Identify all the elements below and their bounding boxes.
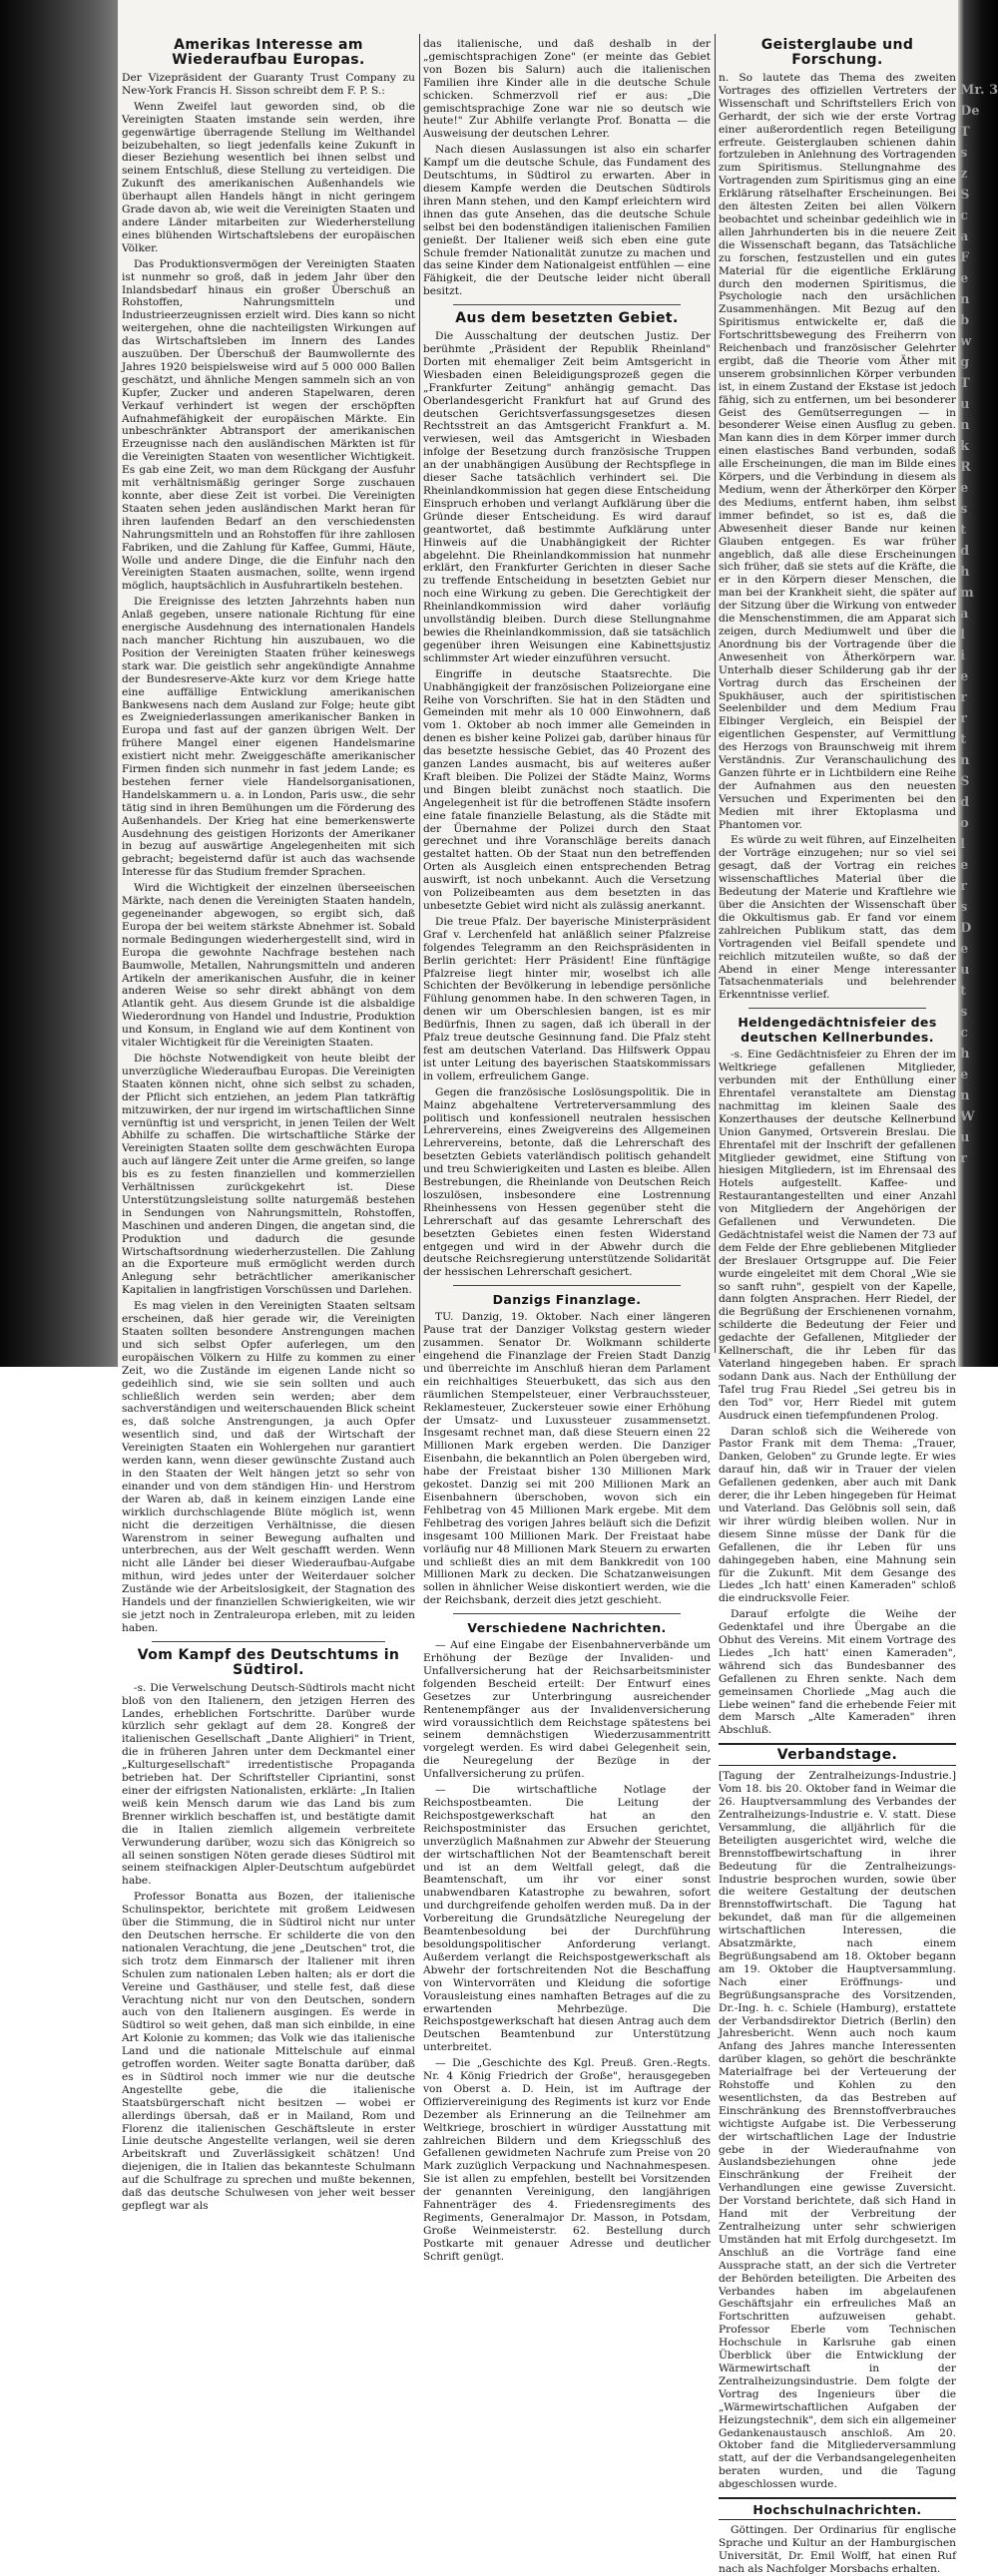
ghost-glyph: s xyxy=(960,502,968,517)
ghost-glyph: z xyxy=(960,167,968,182)
ghost-glyph: i xyxy=(960,648,965,663)
ghost-glyph: e xyxy=(960,942,969,957)
ghost-glyph: g xyxy=(960,355,970,370)
ghost-glyph: R xyxy=(960,460,971,475)
paragraph: — Die „Geschichte des Kgl. Preuß. Gren.-Regts. Nr. 4 König Friedrich der Große", herausgegeben von Oberst a. D. Hein, ist im Auftrage der Offiziervereinigung des Regiments ist kurz vor Ende Dezember als Erinnerung an die Teilnehmer am Weltkriege, broschiert in würdiger Ausstattung mit zahlreichen Bildern und dem Kriegsschluß des Gefallenen gewidmeten Nachrufe zum Preise von 20 Mark zuzüglich Verpackung und Nachnahmespesen. Sie ist allen zu empfehlen, bestellt bei Vorsitzenden der genannten Vereinigung, den langjährigen Fahnenträger des 4. Friedensregiments des Regiments, Generalmajor Dr. Masson, in Potsdam, Große Weinmeisterstr. 62. Bestellung durch Postkarte mit genauer Adresse und deutlicher Schrift genügt. xyxy=(423,2057,711,2263)
paragraph: Nach diesen Auslassungen ist also ein scharfer Kampf um die deutsche Schule, das Fundament des Deutschtums, in Südtirol zu erwarten. Aber in diesem Kampfe werden die Deutschen Südtirols ihren Mann stehen, und den Kampf erleichtern wird ihnen das gute Ansehen, das die deutsche Schule selbst bei den bodenständigen italienischen Familien genießt. Der Italiener weiß sich eben eine gute Schule fremder Nationalität zunutze zu machen und das seine Kinder dem Nationalgeist entfühlen — eine Fähigkeit, die der Deutsche leider nicht überall besitzt. xyxy=(423,144,711,298)
divider xyxy=(453,1285,681,1286)
column-rule xyxy=(419,34,420,1353)
ghost-glyph: d xyxy=(960,795,970,810)
ghost-glyph: m xyxy=(960,586,974,601)
column-rule xyxy=(715,34,716,1353)
ghost-glyph: D xyxy=(960,921,972,936)
divider xyxy=(453,1613,681,1614)
ghost-glyph: r xyxy=(960,1151,967,1166)
ghost-glyph: r xyxy=(960,879,967,894)
paragraph: -s. Die Verwelschung Deutsch-Südtirols macht nicht bloß von den Italienern, den jetzigen Herren des Landes, erheblichen Fortschritte. Darüber wurde kürzlich sehr geklagt auf dem 28. Kongreß der italienischen Gesellschaft „Dante Alighieri" in Trient, die in früheren Jahren unter dem Deckmantel einer „Kulturgesellschaft" irredentistische Propaganda betrieben hat. Der Schriftsteller Cipriantini, sonst einer der eifrigsten Nationalisten, erklärte: „In Italien weiß kein Mensch darum wie das Land bis zum Brenner wirklich beschaffen ist, und bestätigte damit die in Italien ziemlich allgemein verbreitete Verwunderung darüber, wozu sich das Königreich so all seinen sonstigen Nöten gerade dieses Südtirol mit seinem steifnackigen Alpler-Deutschtum aufgebürdet habe. xyxy=(122,1681,415,1888)
divider xyxy=(453,304,681,305)
paragraph: [Tagung der Zentralheizungs-Industrie.] Vom 18. bis 20. Oktober fand in Weimar die 26. Hauptversammlung des Verbandes der Zentralheizungs-Industrie e. V. statt. Diese Versammlung, die alljährlich für die Beteiligten ausgerichtet wird, welche die Brennstoffbewirtschaftung in ihrer Bedeutung für die Zentralheizungs-Industrie besprochen wurden, sowie über die weitere Gestaltung der deutschen Brennstoffwirtschaft. Die Tagung hat bekundet, daß man für die allgemeinen wirtschaftlichen Interessen, die Absatzmärkte, nach einem Begrüßungsabend am 18. Oktober begann am 19. Oktober die Hauptversammlung. Nach einer Eröffnungs- und Begrüßungsansprache des Vorsitzenden, Dr.-Ing. h. c. Schiele (Hamburg), erstattete der Verbandsdirektor Dietrich (Berlin) den Jahresbericht. Wenn auch noch kaum Anfang des Jahres manche Interessenten darüber klagen, so gehört die beschränkte Materialfrage bei der Verteuerung der Rohstoffe und Kohlen zu den wesentlichsten, da das Bestreben auf Einschränkung des Brennstoffverbrauches wichtigste Aufgabe ist. Die Verbesserung der wirtschaftlichen Lage der Industrie gebe in der Wiederaufnahme von Auslandsbeziehungen ohne jede Einschränkung der Freiheit der Verhandlungen eine gewisse Zuversicht. Der Vorstand berichtete, daß sich Hand in Hand mit der Verbreitung der Zentralheizung unter sehr schwierigen Umständen hat mit Erfolg durchgesetzt. Im Anschluß an die Vorträge fand eine Aussprache statt, an der sich die Vertreter der Behörden beteiligten. Die Arbeiten des Verbandes haben im abgelaufenen Geschäftsjahr ein erfreuliches Maß an Fortschritten aufzuweisen gehabt. Professor Eberle vom Technischen Hochschule in Karlsruhe gab einen Überblick über die Entwicklung der Wärmewirtschaft in der Zentralheizungsindustrie. Dem folgte der Vortrag des Ingenieurs über die „Wärmewirtschaftlichen Aufgaben der Heizungstechnik", dem sich ein allgemeiner Gedankenaustausch anschloß. Am 20. Oktober fand die Mitgliederversammlung statt, auf der die Verbandsangelegenheiten beraten wurden, und die Tagung abgeschlossen wurde. xyxy=(719,1770,956,2491)
headline: Aus dem besetzten Gebiet. xyxy=(455,310,679,327)
ghost-glyph: s xyxy=(960,1005,968,1020)
ghost-glyph: S xyxy=(960,774,970,789)
paragraph: Die treue Pfalz. Der bayerische Ministerpräsident Graf v. Lerchenfeld hat anläßlich seiner Pfalzreise folgendes Telegramm an den Reichspräsidenten in Berlin gerichtet: Herr Präsident! Eine fünftägige Pfalzreise liegt hinter mir, woselbst ich alle Schichten der Bevölkerung in lebendige persönliche Fühlung genommen habe. In den schweren Tagen, in denen wir um Oberschlesien bangen, ist es mir Bedürfnis, Ihnen zu sagen, daß ich überall in der Pfalz treue deutsche Gesinnung fand. Die Pfalz steht fest am deutschen Vaterland. Das Hilfswerk Oppau ist unter Leitung des bayerischen Staatskommissars in vollem, erfreulichem Gange. xyxy=(423,915,711,1082)
ghost-glyph: s xyxy=(960,146,968,161)
article-suedtirol-continued xyxy=(423,38,711,298)
paragraph: n. So lautete das Thema des zweiten Vortrages des offiziellen Vertreters der Wissenschaft und Schriftstellers Erich von Gerhardt, der sich wie der erste Vortrag einer außerordentlich regen Beteiligung erfreute. Geisterglauben schienen dahin fortzuleben in Anlehnung des Vortragenden zum Spiritismus. Stellungnahme des Vortragenden zum Spiritismus ging an eine Erklärung rätselhafter Erscheinungen. Bei den ältesten Zeiten bei allen Völkern beobachtet und scheinbar gedeihlich wie in allen Jahrhunderten bis in die neuere Zeit die Wissenschaft begann, das Tatsächliche zu forschen, festzustellen und ein gutes Material für die eigentliche Erklärung durch den modernen Spiritismus, die Psychologie nach den ursächlichen Zusammenhängen. Mit Bezug auf den Spiritismus entwickelte er, daß die Fortschrittsbewegung des Freiherrn von Reichenbach und französischer Gelehrter ergibt, daß die Theorie vom Äther mit unserem grobsinnlichen Körper verbunden ist, in einem Zustand der Ekstase ist jedoch fähig, sich zu entfernen, um bei besonderer Geist des Gemütserregungen — in besonderer Weise einen Ausflug zu geben. Man kann dies in dem Körper immer durch einen elastisches Band verbunden, sodaß alle Erscheinungen, die man im Bilde eines Körpers, und die Verbindung in diesem als Medium, wenn der Ätherkörper den Körper des Mediums, entfernt haben, ihm selbst immer befindet, so ist es, daß die Abwesenheit dieser Bande nur keinen Glauben entgegen. Es war früher angeblich, daß alle diese Erscheinungen sich früher, daß sie stets auf die Kräfte, die er in den Körpern dieser Menschen, die man bei der Krankheit sieht, die später auf der Sitzung über die Wirkung von entweder die Menschenstimmen, die am Apparat sich zeigen, durch Mediumwelt und über die Anordnung bis der Vortragende über die Anwesenheit von Ätherkörpern war. Unterhalb dieser Schilderung gab ihr der Vortrag durch das Erscheinen der Spukhäuser, auch der spiritistischen Seelenbilder und dem Medium Frau Elbinger Vergleich, ein Beispiel der eigentlichen Gespenster, auf Vermittlung des Herzogs von Braunschweig mit ihrem Verständnis. Zur Veranschaulichung des Ganzen führte er in Lichtbildern eine Reihe der Aufnahmen aus den neuesten Versuchen und Experimenten bei den Medien mit ihrer Ektoplasma und Phantomen vor. xyxy=(719,72,956,831)
ghost-glyph: a xyxy=(960,229,969,244)
paragraph: Gegen die französische Loslösungspolitik. Die in Mainz abgehaltene Vertreterversammlung des politisch und konfessionell neutralen hessischen Lehrervereins, eines Zweigvereins des Allgemeinen Lehrervereins, betonte, daß die Lehrerschaft des besetzten Gebiets vaterländisch politisch gehandelt und treu Schwierigkeiten und Lasten es bleibe. Allen Bestrebungen, die Rheinlande von Deutschen Reich loszulösen, insbesondere eine Lostrennung Rheinhessens von Hessen gegenüber steht die Lehrerschaft auf das gesamte Lehrerschaft des besetzten Gebietes einen festen Widerstand entgegen und wird in der Abwehr durch die deutsche Reichsregierung unterstützende Solidarität der hessischen Lehrerschaft gesichert. xyxy=(423,1085,711,1279)
ghost-glyph: r xyxy=(960,690,967,705)
ghost-glyph: s xyxy=(960,900,968,915)
adjacent-page-bleed xyxy=(960,80,998,1169)
ghost-glyph: u xyxy=(960,963,970,978)
article-verbandstage xyxy=(719,1743,956,2491)
ghost-glyph: u xyxy=(960,397,970,412)
paragraph: Daran schloß sich die Weiherede von Pastor Frank mit dem Thema: „Trauer, Danken, Geloben" zu Grunde legte. Er wies darauf hin, daß wir in Trauer der vielen Gefallenen gedenken, aber auch mit Dank derer, die ihr Leben hingegeben für Heimat und Vaterland. Das Gelöbnis soll sein, daß wir ihrer würdig bleiben wollen. Nur in diesem Sinne müsse der Dank für die Gefallenen, die ihr Leben für uns dahingegeben haben, eine Mahnung sein für die Zukunft. Mit dem Gesange des Liedes „Ich hatt' einen Kameraden" schloß die eindrucksvolle Feier. xyxy=(719,1425,956,1605)
paragraph: Es würde zu weit führen, auf Einzelheiten der Vorträge einzugehen; nur so viel sei gesagt, daß der Vortrag ein reiches wissenschaftliches Material über die Bedeutung der Materie und Kraftlehre wie über die Ansichten der Wissenschaft über die Okkultismus gab. Er fand vor einem zahlreichen Publikum statt, das dem Vortragenden viel Beifall spendete und reichlich mitzuteilen wußte, so daß der Abend in einer Menge interessanter Tatsachenmaterials und belehrender Erkenntnisse verlief. xyxy=(719,834,956,1002)
ghost-glyph: d xyxy=(960,544,970,559)
ghost-glyph: e xyxy=(960,1068,969,1082)
headline: Danzigs Finanzlage. xyxy=(492,1292,642,1308)
ghost-glyph: e xyxy=(960,858,969,873)
paragraph: Eingriffe in deutsche Staatsrechte. Die Unabhängigkeit der französischen Polizeiorgane eine Reihe von Vorschriften. Sie hat in den Städten und Gemeinden mit mehr als 10 000 Einwohnern, daß vom 1. Oktober ab noch immer alle Gemeinden in denen es bisher keine Polizei gab, darüber hinaus für das besetzte hessische Gebiet, das 40 Prozent des ganzen Landes ausmacht, bis auf weiteres außer Kraft bleiben. Die Polizei der Städte Mainz, Worms und Bingen bleibt zunächst noch staatlich. Die Angelegenheit ist für die betroffenen Städte insofern eine fatale finanzielle Belastung, als die Städte mit der Übernahme der Polizei durch den Staat gerechnet und ihre Voranschläge bereits danach gestaltet hatten. Ob der Staat nun den betreffenden Orten als Ausgleich einen entsprechenden Betrag auswirft, ist noch unbekannt. Auch die Versetzung von Polizeibeamten aus dem besetzten in das unbesetzte Gebiet wird nicht als zulässig anerkannt. xyxy=(423,667,711,912)
paragraph: Wird die Wichtigkeit der einzelnen überseeischen Märkte, nach denen die Vereinigten Staaten handeln, gegeneinander abgewogen, so ergibt sich, daß Europa der bei weitem stärkste Abnehmer ist. Sobald normale Bedingungen wiederhergestellt sind, wird in Europa die gewohnte Nachfrage bestehen nach Baumwolle, Metallen, Nahrungsmitteln und anderen Artikeln der amerikanischen Ausfuhr, die in keiner anderen Weise so sehr direkt abhängt von dem Atlantik geht. Aus diesem Grunde ist die alsbaldige Wiederordnung von Handel und Industrie, Produktion und Konsum, in England wie auf dem Kontinent von vitaler Wichtigkeit für die Vereinigten Staaten. xyxy=(122,882,415,1050)
headline: Verschiedene Nachrichten. xyxy=(467,1620,667,1636)
ghost-glyph: l xyxy=(960,837,965,852)
article-amerika xyxy=(122,38,415,1635)
article-verschiedene xyxy=(423,1620,711,2264)
ghost-glyph: t xyxy=(960,984,967,999)
headline: Amerikas Interesse am Wiederaufbau Europas. xyxy=(172,37,365,68)
ghost-glyph: e xyxy=(960,481,969,496)
paragraph: Die Ereignisse des letzten Jahrzehnts haben nun Anlaß gegeben, unsere nationale Richtung für eine energische Ausdehnung des internationalen Handels nach mancher Richtung hin auszubauen, wo die Position der Vereinigten Staaten früher keineswegs stark war. Die geistlich sehr angekündigte Annahme der Bundesreserve-Akte kurz vor dem Kriege hatte eine auffällige Entwicklung amerikanischen Bankwesens nach dem Ausland zur Folge; heute gibt es Zweigniederlassungen amerikanischer Banken in Europa und fast auf der ganzen übrigen Welt. Der frühere Mangel einer eigenen Handelsmarine existiert nicht mehr. Zweiggeschäfte amerikanischer Firmen finden sich nunmehr in fast jedem Lande; es bestehen ferner viele Handelsorganisationen, Handelskammern u. a. in London, Paris usw., die sehr tätig sind in ihren Bemühungen um die Förderung des Außenhandels. Der Krieg hat eine bemerkenswerte Ausdehnung des geistigen Horizonts der Amerikaner in bezug auf auswärtige Angelegenheiten mit sich gebracht; begeisternd dafür ist auch das wachsende Interesse für das Studium fremder Sprachen. xyxy=(122,596,415,879)
paragraph: Darauf erfolgte die Weihe der Gedenktafel und ihre Übergabe an die Obhut des Vereins. Mit einem Vortrage des Liedes „Ich hatt' einen Kameraden", während sich das Bundesbanner des Gefallenen zu Ehren senkte. Nach dem gemeinsamen Chorliede „Mag auch die Liebe weinen" fand die erhebende Feier mit dem Marsch „Alte Kameraden" ihren Abschluß. xyxy=(719,1608,956,1737)
ghost-glyph: a xyxy=(960,607,969,622)
headline: Verbandstage. xyxy=(719,1743,956,1766)
article-besetzt xyxy=(423,311,711,1279)
ghost-glyph: o xyxy=(960,816,969,831)
paragraph: Das Produktionsvermögen der Vereinigten Staaten ist nunmehr so groß, daß in jedem Jahr über den Inlandsbedarf hinaus ein großer Überschuß an Rohstoffen, Nahrungsmitteln und Industrieerzeugnissen erzielt wird. Dies kann so nicht weitergehen, ohne die nachteiligsten Wirkungen auf das Wirtschaftsleben im Innern des Landes auszuüben. Der Überschuß der Baumwollernte des Jahres 1920 beispielsweise wird auf 5 000 000 Ballen geschätzt, und ähnliche Mengen sammeln sich an von Kupfer, Zucker und anderen Stapelwaren, deren Verkauf verhindert ist wegen der erschöpften Aufnahmefähigkeit der europäischen Märkte. Ein unbeschränkter Abtransport der amerikanischen Erzeugnisse nach den ausländischen Märkten ist für die Vereinigten Staaten von wesentlicher Wichtigkeit. Es gab eine Zeit, wo man dem Rückgang der Ausfuhr mit verhältnismäßig geringer Sorge zuschauen konnte, aber diese Zeit ist vorbei. Die Vereinigten Staaten sehen jeden ausländischen Markt heran für ihren laufenden Bedarf an den verschiedensten Nahrungsmitteln und an Rohstoffen für ihre zahllosen Fabriken, und die Zahlung für Kaffee, Gummi, Häute, Wolle und andere Dinge, die die Einfuhr nach den Vereinigten Staaten ausmachen, sollte, wenn irgend möglich, hauptsächlich in Ausfuhrartikeln bestehen. xyxy=(122,257,415,593)
ghost-glyph: T xyxy=(960,376,970,391)
article-geisterglaube xyxy=(719,38,956,1002)
paragraph: -s. Eine Gedächtnisfeier zu Ehren der im Weltkriege gefallenen Mitglieder, verbunden mit der Enthüllung einer Ehrentafel veranstaltete am Dienstag nachmittag im kleinen Saale des Konzerthauses der deutsche Kellnerbund Union Ganymed, Ortsverein Breslau. Die Ehrentafel mit der Inschrift der gefallenen Mitglieder gewidmet, eine Stiftung von hiesigen Mitgliedern, ist im Ehrensaal des Hotels aufgestellt. Kaffee- und Restaurantangestellten und einer Anzahl von Mitgliedern der Angehörigen der Gefallenen und Verwundeten. Die Gedächtnistafel weist die Namen der 73 auf dem Felde der Ehre gebliebenen Mitglieder der Breslauer Ortsgruppe auf. Die Feier wurde eingeleitet mit dem Choral „Wie sie so sanft ruhn", gespielt von der Kapelle, dann folgten Ansprachen. Herr Riedel, der die Begrüßung der Erschienenen vornahm, schilderte die Bedeutung der Feier und gedachte der Gefallenen, Mitglieder der Kellnerschaft, die ihr Leben für das Vaterland hingegeben haben. Er sprach sodann Dank aus. Nach der Enthüllung der Tafel trug Frau Riedel „Sei getreu bis in den Tod" vor, Herr Riedel mit gutem Ausdruck einen tiefempfundenen Prolog. xyxy=(719,1049,956,1422)
paragraph: Die Ausschaltung der deutschen Justiz. Der berühmte „Präsident der Republik Rheinland" Dorten mit ehemaliger Zeit beim Amtsgericht in Wiesbaden einen Beleidigungsprozeß gegen die „Frankfurter Zeitung" anhängig gemacht. Das Oberlandesgericht Frankfurt hat auf Grund des deutschen Gerichtsverfassungsgesetzes diesen Rechtsstreit an das Amtsgericht Frankfurt a. M. verwiesen, weil das Amtsgericht in Wiesbaden infolge der Besetzung durch französische Truppen an der unabhängigen Ausübung der Rechtspflege in dieser Sache tatsächlich verhindert sei. Die Rheinlandkommission hat gegen diese Entscheidung Einspruch erhoben und verlangt Aufklärung über die Gründe dieser Entscheidung. Es wird darauf geantwortet, daß bestimmte Aufklärung unter Hinweis auf die Unabhängigkeit der Richter abgelehnt. Die Rheinlandkommission hat nunmehr erklärt, den Frankfurter Gerichten in dieser Sache zu treffende Entscheidung in besetzten Gebiet nur noch eine Wirkung zu geben. Die Gerechtigkeit der Rheinlandkommission wird daher vorläufig unvollständig bleiben. Durch diese Stellungnahme bewies die Rheinlandkommission, daß sie tatsächlich gegenüber ihren Weisungen eine Kabinettsjustiz schlimmster Art wieder einzuführen versucht. xyxy=(423,330,711,664)
ghost-glyph: De xyxy=(960,104,980,119)
article-hochschul xyxy=(719,2497,956,2576)
ghost-glyph: S xyxy=(960,188,970,203)
ghost-glyph: e xyxy=(960,669,969,684)
ghost-glyph: h xyxy=(960,565,970,580)
paragraph: Die höchste Notwendigkeit von heute bleibt der unverzügliche Wiederaufbau Europas. Die Vereinigten Staaten können nicht, ohne sich selbst zu schaden, der Pflicht sich entziehen, an jedem Plan tatkräftig mitzuwirken, der nur irgend im wirtschaftlichen Sinne vernünftig ist und verspricht, in jenen Teilen der Welt Abhilfe zu schaffen. Die wirtschaftliche Stärke der Vereinigten Staaten sollte dem geschwächten Europa auch auf längere Zeit unter die Arme greifen, so lange bis es zu festen finanziellen und kommerziellen Verhältnissen zurückgekehrt ist. Diese Unterstützungsleistung sollte naturgemäß bestehen in Sendungen von Nahrungsmitteln, Rohstoffen, Maschinen und anderen Dingen, die angetan sind, die Produktion und dadurch die gesunde Wirtschaftsordnung wiederherzustellen. Die Zahlung an die Exporteure muß ermöglicht werden durch Anlegung sehr beträchtlicher amerikanischer Kapitalien in langfristigen Vorschüssen und Darlehen. xyxy=(122,1052,415,1297)
ghost-glyph: T xyxy=(960,125,970,140)
paragraph: Professor Bonatta aus Bozen, der italienische Schulinspektor, berichtete mit großem Leidwesen über die Stimmung, die in Südtirol nicht nur unter den Deutschen herrsche. Er schilderte die von den nationalen Verachtung, die jene „Deutschen" trot, die sich trotz dem Einmarsch der Italiener mit ihren Schulen zum nationalen Leben halten; als er dort die Vereine und Gasthäuser, und stelle fest, daß diese Verachtung nicht nur von den Deutschen, sondern auch von den Italienern ausgingen. Es werde in Südtirol so weit gehen, daß man sich einbilde, in eine Art Kolonie zu kommen; das Volk wie das italienische Land und die nationale Mittelschule auf einmal getroffen worden. Weiter sagte Bonatta darüber, daß es in Südtirol noch immer wie nur die deutsche Angestellte gebe, die die italienische Staatsbürgerschaft nicht besitzen — wobei er allerdings übersah, daß er in Mailand, Rom und Florenz die italienischen Geschäftsleute in erster Linie deutsche Angestellte verlangen, weil sie deren Arbeitskraft und Zuverlässigkeit schätzen! Und diejenigen, die in Italien das bekannteste Schulmann auf die Schulfrage zu sprechen und mußte bekennen, daß das deutsche Schulwesen von jeher weit besser gepflegt war als xyxy=(122,1891,415,2212)
ghost-glyph: b xyxy=(960,313,970,328)
headline: Vom Kampf des Deutschtums in Südtirol. xyxy=(137,1646,400,1678)
scan-right-edge xyxy=(958,0,998,1367)
headline: Hochschulnachrichten. xyxy=(719,2497,956,2520)
ghost-glyph: t xyxy=(960,732,967,747)
paragraph: das italienische, und daß deshalb in der „gemischtsprachigen Zone" (er meinte das Gebiet von Bozen bis Salurn) auch die italienischen Familien ihre Kinder alle in die deutsche Schule schicken. Schmerzvoll rief er aus: „Die gemischtsprachige Zone war nie so deutsch wie heute!" Zur Abhilfe verlangte Prof. Bonatta — die Ausweisung der deutschen Lehrer. xyxy=(423,38,711,141)
article-suedtirol xyxy=(122,1648,415,2213)
paragraph: Es mag vielen in den Vereinigten Staaten seltsam erscheinen, daß hier gerade wir, die Vereinigten Staaten sollten besondere Anstrengungen machen und sich selbst Opfer auferlegen, um den europäischen Völkern zu Hilfe zu kommen zu einer Zeit, wo die Zustände im eigenen Lande nicht so gedeihlich sind, wie sie sein sollten und auch schließlich werden sein werden; aber dem sachverständigen und weiterschauenden Blick scheint es, daß solche Anstrengungen, ja auch Opfer wesentlich sind, und daß der Wirtschaft der Vereinigten Staaten ein Wohlergehen nur garantiert werden kann, wenn dieser gewünschte Zustand auch in den Staaten der Welt hängen jetzt so sehr von einander und von dem ständigen Hin- und Herstrom der Waren ab, daß in keinem einzigen Lande eine wirklich durchschlagende Blüte möglich ist, wenn nicht die derzeitigen Verhältnisse, die diesen Warenstrom in seiner Bewegung aufhalten und unterbrechen, aus der Welt geschafft werden. Wenn nicht alle Länder bei dieser Wiederaufbau-Aufgabe mithun, wird jedes unter der Weiterdauer solcher Zustände wie der Arbeitslosigkeit, der Stagnation des Handels und der finanziellen Schwierigkeiten, wie wir sie jetzt noch in Zentraleuropa erleben, mit zu leiden haben. xyxy=(122,1300,415,1634)
column-right xyxy=(719,34,956,2575)
ghost-glyph: u xyxy=(960,1130,970,1145)
paragraph: — Auf eine Eingabe der Eisenbahnerverbände um Erhöhung der Bezüge der Invaliden- und Unfallversicherung hat der Reichsarbeitsminister folgenden Bescheid erteilt: Der Entwurf eines Gesetzes zur Unterbringung ausreichender Rentenempfänger aus der Invalidenversicherung wird voraussichtlich dem Reichstage spätestens bei seinem demnächstigen Wiederzusammentritt vorgelegt werden. Es wird dabei Gelegenheit sein, die Neuregelung der Bezüge in der Unfallversicherung zu prüfen. xyxy=(423,1639,711,1781)
paragraph: Göttingen. Der Ordinarius für englische Sprache und Kultur an der Hamburgischen Universität, Dr. Emil Wolff, hat einen Ruf nach als Nachfolger Morsbachs erhalten. xyxy=(719,2524,956,2575)
ghost-glyph: n xyxy=(960,418,970,433)
ghost-glyph: t xyxy=(960,523,967,538)
paragraph: Der Vizepräsident der Guaranty Trust Company zu New-York Francis H. Sisson schreibt dem F. P. S.: xyxy=(122,72,415,97)
column-left xyxy=(122,34,415,2212)
paragraph: — Die wirtschaftliche Notlage der Reichspostbeamten. Die Leitung der Reichspostgewerkschaft hat an den Reichspostminister das Ersuchen gerichtet, unverzüglich Maßnahmen zur Abwehr der Steuerung der wirtschaftlichen Not der Beamtenschaft bereit und ist an dem Weltfall gelegt, daß die Beamtenschaft, um ihr vor einer sonst unabwendbaren Katastrophe zu bewahren, sofort und durchgreifende geholfen werden muß. Da in der Vorbereitung die Grundsätzliche Neuregelung der Beamtenbesoldung bei der Durchführung besoldungspolitischer Anforderung verlangt. Außerdem verlangt die Reichspostgewerkschaft als Abwehr der fortschreitenden Not die Beschaffung von Wintervorräten und Kleidung die sofortige Vorausleistung eines namhaften Betrages auf die zu erwartenden Mehrbezüge. Die Reichspostgewerkschaft hat diesen Antrag auch dem Deutschen Beamtenbund zur Unterstützung unterbreitet. xyxy=(423,1784,711,2054)
scan-binding-shadow xyxy=(0,0,118,1367)
divider xyxy=(152,1641,385,1642)
paragraph: TU. Danzig, 19. Oktober. Nach einer längeren Pause trat der Danziger Volkstag gestern wieder zusammen. Senator Dr. Wolkmann schilderte eingehend die Finanzlage der Freien Stadt Danzig und überreichte im Anschluß hieran dem Parlament ein reichhaltiges Steuerbukett, das sich aus den räumlichen Stempelsteuer, einer Verbrauchssteuer, Reklamesteuer, Zuckersteuer sowie einer Erhöhung der Umsatz- und Luxussteuer zusammensetzt. Insgesamt rechnet man, daß diese Steuern einen 22 Millionen Mark ergeben werden. Die Danziger Eisenbahn, die bekanntlich an Polen übergeben wird, habe der Freistaat bisher 130 Millionen Mark gekostet. Danzig sei mit 200 Millionen Mark an Eisenbahnern überschoben, wovon sich ein Fehlbetrag von 45 Millionen Mark ergebe. Mit dem Fehlbetrag des vorigen Jahres beläuft sich die Defizit insgesamt 100 Millionen Mark. Der Freistaat habe vorläufig nur 48 Millionen Mark Steuern zu erwarten und schließt dies an mit dem Bankkredit von 100 Millionen Mark zu decken. Die Schatzanweisungen sollen in ähnlicher Weise diskontiert werden, wie die der Reichsbank, derzeit dies jetzt geschieht. xyxy=(423,1311,711,1607)
ghost-glyph: c xyxy=(960,209,968,223)
ghost-glyph: W xyxy=(960,1109,975,1124)
ghost-glyph: n xyxy=(960,292,970,307)
article-kellnerbund xyxy=(719,1015,956,1737)
column-middle xyxy=(423,34,711,2263)
headline: Heldengedächtnisfeier des deutschen Kellnerbundes. xyxy=(738,1015,937,1046)
ghost-glyph: r xyxy=(960,711,967,726)
divider xyxy=(748,1008,926,1009)
ghost-glyph: l xyxy=(960,628,965,643)
article-danzig xyxy=(423,1292,711,1607)
ghost-glyph: w xyxy=(960,334,972,349)
ghost-glyph: k xyxy=(960,439,970,454)
ghost-glyph: Mr. 3 xyxy=(960,83,998,98)
paragraph: Wenn Zweifel laut geworden sind, ob die Vereinigten Staaten imstande sein werden, ihre gegenwärtige überragende Stellung im Welthandel beizubehalten, so liegt jedenfalls keine Zukunft in dieser Beziehung wesentlich bei ihnen selbst und seinem Entschluß, diese Stellung zu verteidigen. Die Zukunft des amerikanischen Außenhandels wie überhaupt allen Handels hängt in nicht geringem Grade davon ab, wie weit die Vereinigten Staaten und andere Länder mitarbeiten zur Wiederherstellung eines blühenden Wirtschaftslebens der europäischen Völker. xyxy=(122,100,415,254)
ghost-glyph: n xyxy=(960,753,970,768)
ghost-glyph: F xyxy=(960,250,970,265)
ghost-glyph: e xyxy=(960,271,969,286)
headline: Geisterglaube und Forschung. xyxy=(760,37,914,68)
ghost-glyph: c xyxy=(960,1026,968,1041)
ghost-glyph: h xyxy=(960,1047,970,1062)
ghost-glyph: n xyxy=(960,1088,970,1103)
